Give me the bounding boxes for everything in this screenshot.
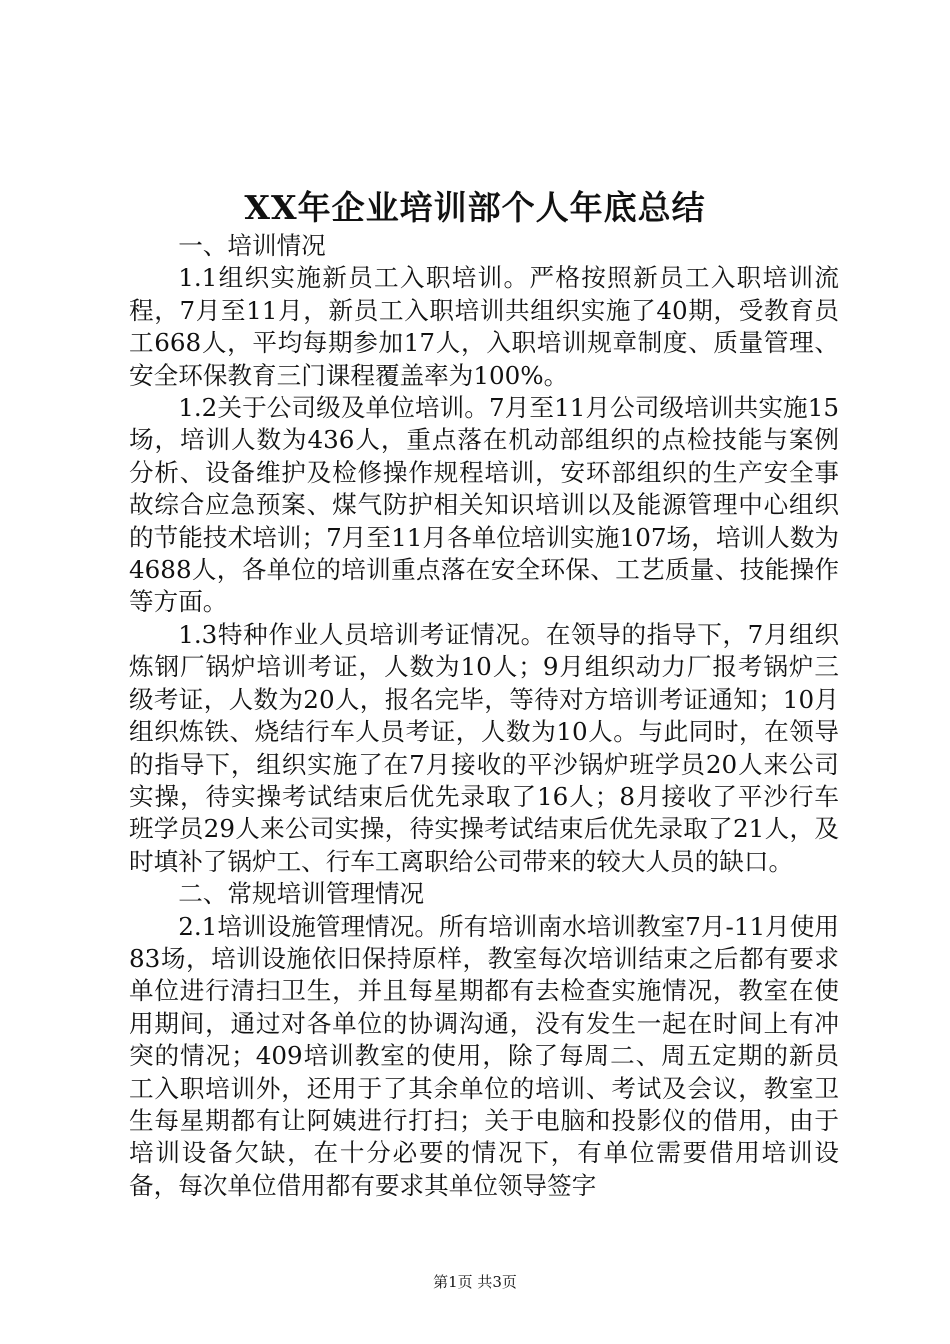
paragraph: 2.1培训设施管理情况。所有培训南水培训教室7月-11月使用83场，培训设施依旧保持原样，教室每次培训结束之后都有要求单位进行清扫卫生，并且每星期都有去检查实施情况，教室在使用期间，通过对各单位的协调沟通，没有发生一起在时间上有冲突的情况；409培训教室的使用，除了每周二、周五定期的新员工入职培训外，还用于了其余单位的培训、考试及会议，教室卫生每星期都有让阿姨进行打扫；关于电脑和投影仪的借用，由于培训设备欠缺，在十分必要的情况下，有单位需要借用培训设备，每次单位借用都有要求其单位领导签字 [129,911,839,1200]
section-heading: 一、培训情况 [178,231,326,260]
document-body [129,230,839,1202]
section-heading: 二、常规培训管理情况 [178,879,425,909]
paragraph: 1.2关于公司级及单位培训。7月至11月公司级培训共实施15场，培训人数为436人，重点落在机动部组织的点检技能与案例分析、设备维护及检修操作规程培训，安环部组织的生产安全事故综合应急预案、煤气防护相关知识培训以及能源管理中心组织的节能技术培训；7月至11月各单位培训实施107场，培训人数为4688人，各单位的培训重点落在安全环保、工艺质量、技能操作等方面。 [129,393,839,617]
document-title: XX年企业培训部个人年底总结 [244,188,706,227]
paragraph: 1.3特种作业人员培训考证情况。在领导的指导下，7月组织炼钢厂锅炉培训考证，人数为10人；9月组织动力厂报考锅炉三级考证，人数为20人，报名完毕，等待对方培训考证通知；10月组织炼铁、烧结行车人员考证，人数为10人。与此同时，在领导的指导下，组织实施了在7月接收的平沙锅炉班学员20人来公司实操，待实操考试结束后优先录取了16人；8月接收了平沙行车班学员29人来公司实操，待实操考试结束后优先录取了21人，及时填补了锅炉工、行车工离职给公司带来的较大人员的缺口。 [129,619,839,876]
page-number-footer: 第1页 共3页 [433,1273,517,1291]
paragraph: 1.1组织实施新员工入职培训。严格按照新员工入职培训流程，7月至11月，新员工入职培训共组织实施了40期，受教育员工668人，平均每期参加17人，入职培训规章制度、质量管理、安全环保教育三门课程覆盖率为100%。 [129,263,839,390]
